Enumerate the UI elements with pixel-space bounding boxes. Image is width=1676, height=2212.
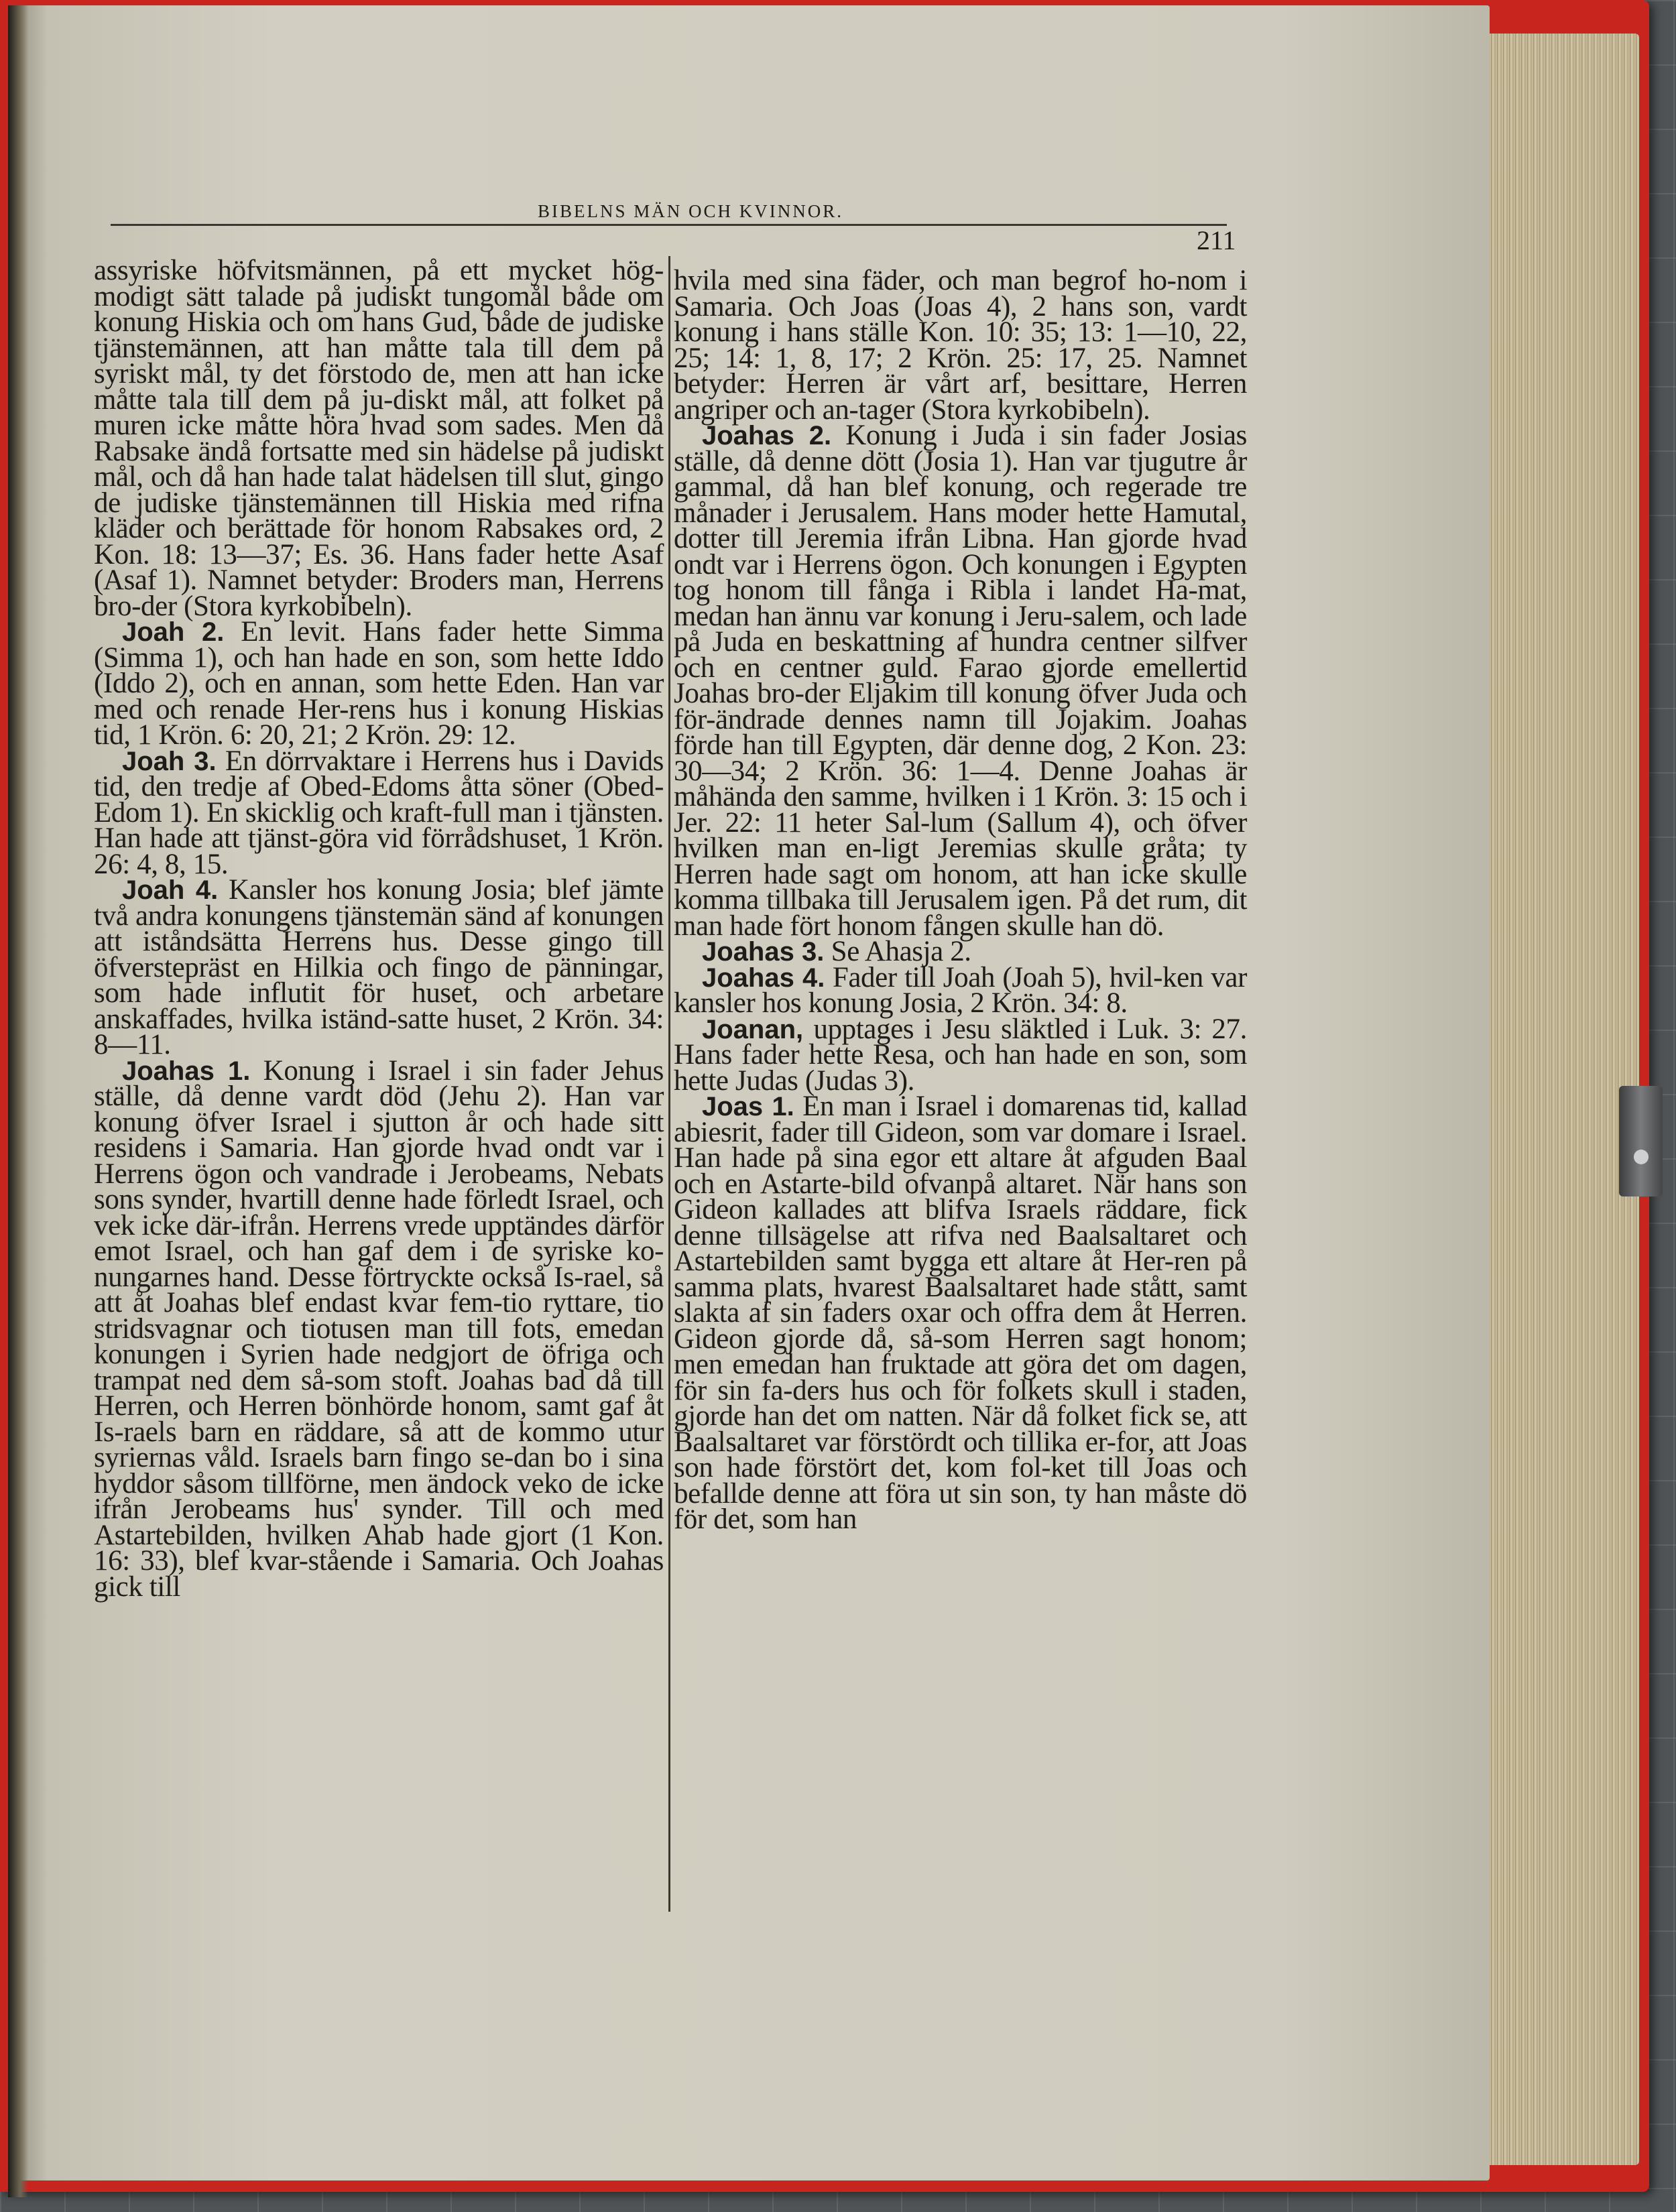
entry-headword: Joahas 4. xyxy=(702,963,825,993)
dictionary-entry xyxy=(674,420,1247,942)
dictionary-entry xyxy=(674,1091,1247,1535)
binder-clip xyxy=(1619,1086,1663,1196)
dictionary-entry xyxy=(94,874,664,1060)
entry-continuation xyxy=(94,255,664,622)
column-divider xyxy=(668,256,670,1912)
entry-headword: Joahas 3. xyxy=(702,937,825,967)
dictionary-entry xyxy=(674,1013,1247,1097)
entry-text: upptages i Jesu släktled i Luk. 3: 27. Hans fader hette Resa, och han hade en son, som hette Judas (Judas 3). xyxy=(674,1013,1247,1097)
page-number: 211 xyxy=(1197,225,1236,255)
entry-text: assyriske höfvitsmännen, på ett mycket hög-modigt sätt talade på judiskt tungomål både om konung Hiskia och om hans Gud, både de judiske tjänstemännen, att han måtte tala till dem på syriskt mål, ty det förstodo de, men att han icke måtte tala till dem på ju-diskt mål, att folket på muren icke måtte höra hvad som sades. Men då Rabsake ändå fortsatte med sin hädelse på judiskt mål, och då han hade talat hädelsen till slut, gingo de judiske tjänstemännen till Hiskia med rifna kläder och berättade för honom Rabsakes ord, 2 Kon. 18: 13—37; Es. 36. Hans fader hette Asaf (Asaf 1). Namnet betyder: Broders man, Herrens bro-der (Stora kyrkobibeln). xyxy=(94,255,664,622)
running-head: BIBELNS MÄN OCH KVINNOR. xyxy=(537,201,843,221)
entry-headword: Joahas 1. xyxy=(122,1056,251,1086)
entry-headword: Joas 1. xyxy=(702,1092,794,1121)
entry-headword: Joanan, xyxy=(702,1014,804,1044)
dictionary-entry xyxy=(674,961,1247,1019)
entry-headword: Joah 2. xyxy=(122,617,225,647)
entry-text: hvila med sina fäder, och man begrof ho-nom i Samaria. Och Joas (Joas 4), 2 hans son, vardt konung i hans ställe Kon. 10: 35; 13: 1—10, 22, 25; 14: 1, 8, 17; 2 Krön. 25: 17, 25. Namnet betyder: Herren är vårt arf, besittare, Herren angriper och an-tager (Stora kyrkobibeln). xyxy=(674,265,1247,426)
entry-text: En man i Israel i domarenas tid, kallad abiesrit, fader till Gideon, som var domare i Israel. Han hade på sina egor ett altare åt afguden Baal och en Astarte-bild ofvanpå altaret. När hans son Gideon kallades att blifva Israels räddare, fick denne tillsägelse att rifva ned Baalsaltaret och Astartebilden samt bygga ett altare åt Her-ren på samma plats, hvarest Baalsaltaret hade stått, samt slakta af sin faders oxar och offra dem åt Herren. Gideon gjorde då, så-som Herren sagt honom; men emedan han fruktade att göra det om dagen, för sin fa-ders hus och för folkets skull i staden, gjorde han det om natten. När då folket fick se, att Baalsaltaret var förstördt och tillika er-for, att Joas son hade förstört det, kom fol-ket till Joas och befallde denne att föra ut sin son, ty han måste dö för det, som han xyxy=(674,1091,1247,1535)
entry-headword: Joah 3. xyxy=(122,746,217,776)
entry-text: Konung i Juda i sin fader Josias ställe, då denne dött (Josia 1). Han var tjugutre år gammal, då han blef konung, och regerade tre månader i Jerusalem. Hans moder hette Hamutal, dotter till Jeremia ifrån Libna. Han gjorde hvad ondt var i Herrens ögon. Och konungen i Egypten tog honom till fånga i Ribla i landet Ha-mat, medan han ännu var konung i Jeru-salem, och lade på Juda en beskattning af hundra centner silfver och en centner guld. Farao gjorde emellertid Joahas bro-der Eljakim till konung öfver Juda och för-ändrade dennes namn till Jojakim. Joahas förde han till Egypten, där denne dog, 2 Kon. 23: 30—34; 2 Krön. 36: 1—4. Denne Joahas är måhända den samme, hvilken i 1 Krön. 3: 15 och i Jer. 22: 11 heter Sal-lum (Sallum 4), och öfver hvilken man en-ligt Jeremias skulle gråta; ty Herren hade sagt om honom, att han icke skulle komma tillbaka till Jerusalem igen. På det rum, dit man hade fört honom fången skulle han dö. xyxy=(674,420,1247,942)
gutter-shadow xyxy=(8,5,28,2197)
entry-continuation xyxy=(674,265,1247,426)
entry-text: En dörrvaktare i Herrens hus i Davids tid, den tredje af Obed-Edoms åtta söner (Obed-Edom 1). En skicklig och kraft-full man i tjänsten. Han hade att tjänst-göra vid förrådshuset, 1 Krön. 26: 4, 8, 15. xyxy=(94,745,664,880)
entry-text: En levit. Hans fader hette Simma (Simma 1), och han hade en son, som hette Iddo (Iddo 2), och en annan, som hette Eden. Han var med och renade Her-rens hus i konung Hiskias tid, 1 Krön. 6: 20, 21; 2 Krön. 29: 12. xyxy=(94,616,664,751)
entry-text: Fader till Joah (Joah 5), hvil-ken var kansler hos konung Josia, 2 Krön. 34: 8. xyxy=(674,961,1247,1019)
dictionary-entry xyxy=(94,745,664,880)
entry-text: Kansler hos konung Josia; blef jämte två andra konungens tjänstemän sänd af konungen att iståndsätta Herrens hus. Desse gingo till öfverstepräst en Hilkia och fingo de pänningar, som hade influtit för huset, och arbetare anskaffades, hvilka iständ-satte huset, 2 Krön. 34: 8—11. xyxy=(94,874,664,1060)
page-edges xyxy=(1485,34,1639,2165)
left-column xyxy=(94,255,664,1603)
entry-headword: Joahas 2. xyxy=(702,421,832,450)
right-column xyxy=(674,265,1247,1535)
entry-headword: Joah 4. xyxy=(122,875,219,905)
dictionary-entry xyxy=(94,1054,664,1603)
dictionary-entry xyxy=(94,616,664,751)
header-rule xyxy=(111,224,1227,226)
entry-text: Se Ahasja 2. xyxy=(824,936,971,967)
entry-text: Konung i Israel i sin fader Jehus ställe, då denne vardt död (Jehu 2). Han var konung öfver Israel i sjutton år och hade sitt residens i Samaria. Han gjorde hvad ondt var i Herrens ögon och vandrade i Jerobeams, Nebats sons synder, hvartill denne hade förledt Israel, och vek icke där-ifrån. Herrens vrede upptändes därför emot Israel, och han gaf dem i de syriske ko-nungarnes hand. Desse förtryckte också Is-rael, så att åt Joahas blef endast kvar fem-tio ryttare, tio stridsvagnar och tiotusen man till fots, emedan konungen i Syrien hade nedgjort de öfriga och trampat ned dem så-som stoft. Joahas bad då till Herren, och Herren bönhörde honom, samt gaf åt Is-raels barn en räddare, så att de kommo utur syriernas våld. Israels barn fingo se-dan bo i sina hyddor såsom tillförne, men ändock veko de icke ifrån Jerobeams hus' synder. Till och med Astartebilden, hvilken Ahab hade gjort (1 Kon. 16: 33), blef kvar-stående i Samaria. Och Joahas gick till xyxy=(94,1054,664,1603)
